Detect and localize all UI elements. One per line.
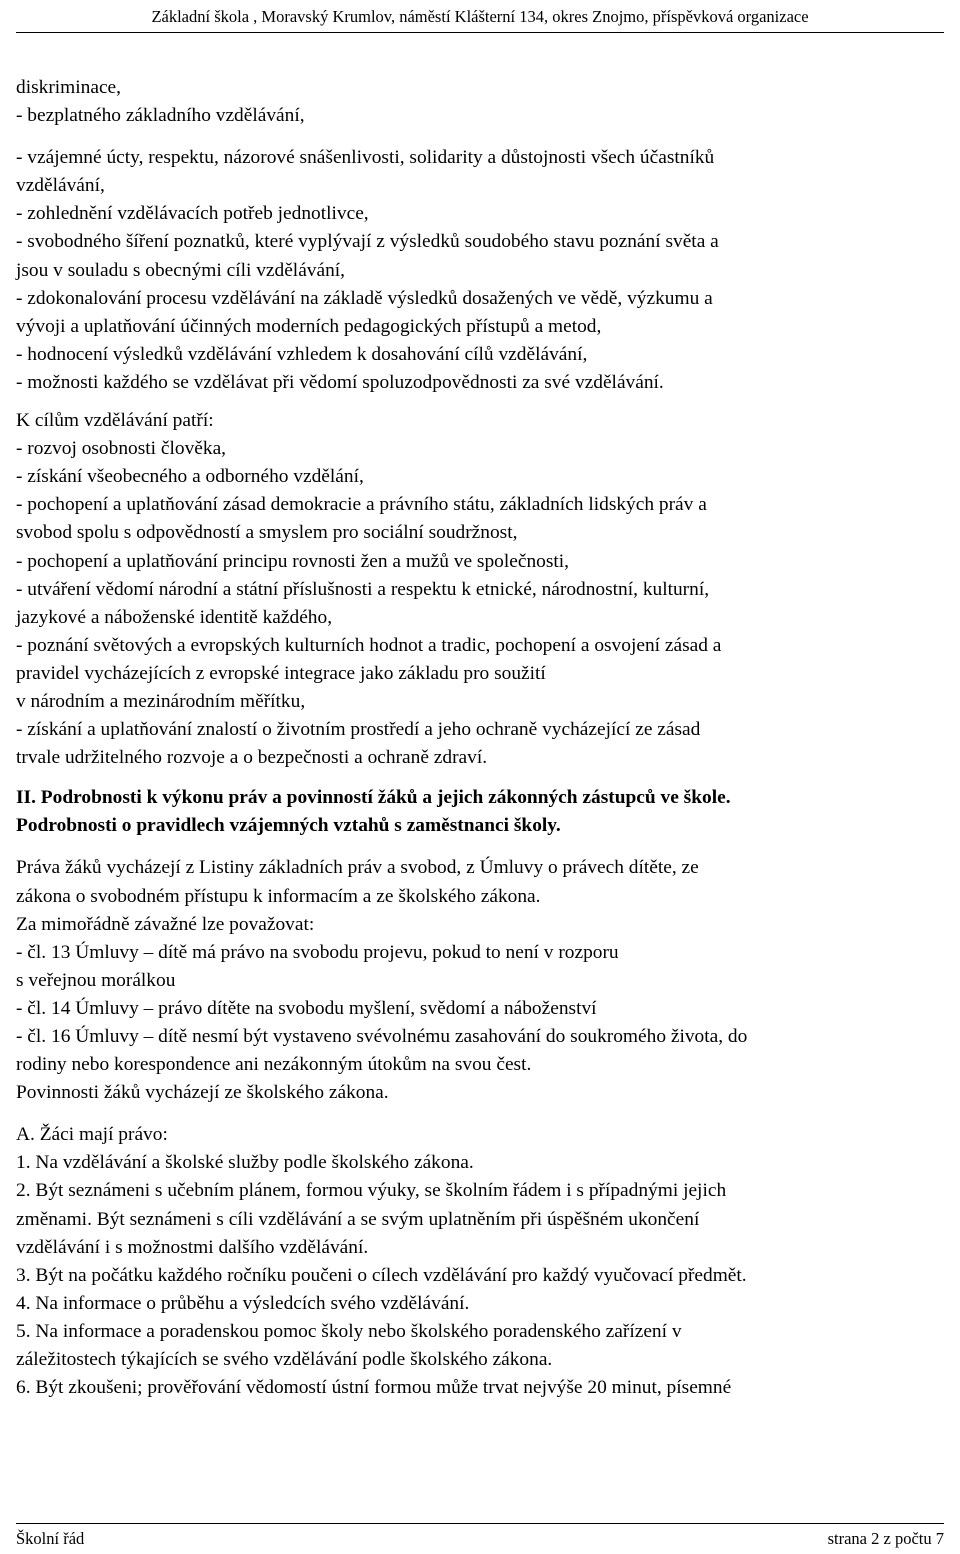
list-item: 1. Na vzdělávání a školské služby podle školského zákona. — [16, 1152, 474, 1174]
list-item: 4. Na informace o průběhu a výsledcích svého vzdělávání. — [16, 1292, 470, 1314]
text-line: vzdělávání, — [16, 175, 105, 197]
text-line: diskriminace, — [16, 77, 122, 98]
text-line: K cílům vzdělávání patří: — [16, 410, 214, 432]
text-line: rodiny nebo korespondence ani nezákonným útokům na svou čest. — [16, 1054, 532, 1076]
text-line: - bezplatného základního vzdělávání, — [16, 105, 305, 127]
text-line: Povinnosti žáků vycházejí ze školského zákona. — [16, 1082, 389, 1104]
list-item: 2. Být seznámeni s učebním plánem, formou výuky, se školním řádem i s případnými jejich — [16, 1180, 727, 1202]
list-title: A. Žáci mají právo: — [16, 1124, 168, 1146]
list-item: vzdělávání i s možnostmi dalšího vzdělávání. — [16, 1236, 369, 1258]
text-line: - získání všeobecného a odborného vzdělání, — [16, 466, 364, 488]
text-line: - čl. 13 Úmluvy – dítě má právo na svobodu projevu, pokud to není v rozporu — [16, 941, 619, 963]
text-line: Práva žáků vycházejí z Listiny základních práv a svobod, z Úmluvy o právech dítěte, ze — [16, 857, 699, 879]
text-line: - hodnocení výsledků vzdělávání vzhledem k dosahování cílů vzdělávání, — [16, 343, 588, 365]
list-item: 3. Být na počátku každého ročníku poučeni o cílech vzdělávání pro každý vyučovací předmět. — [16, 1264, 747, 1286]
text-line: - zohlednění vzdělávacích potřeb jednotlivce, — [16, 203, 369, 225]
text-line: v národním a mezinárodním měřítku, — [16, 690, 306, 712]
header-text: Základní škola , Moravský Krumlov, náměstí Klášterní 134, okres Znojmo, příspěvková organizace — [151, 7, 809, 26]
paragraph-education-principles — [16, 74, 946, 397]
list-item: 5. Na informace a poradenskou pomoc školy nebo školského poradenského zařízení v — [16, 1320, 682, 1342]
text-line: jsou v souladu s obecnými cíli vzdělávání, — [16, 259, 346, 281]
text-line: - zdokonalování procesu vzdělávání na základě výsledků dosažených ve vědě, výzkumu a — [16, 287, 713, 309]
text-line: trvale udržitelného rozvoje a o bezpečnosti a ochraně zdraví. — [16, 747, 488, 769]
heading-line: II. Podrobnosti k výkonu práv a povinností žáků a jejich zákonných zástupců ve škole. — [16, 787, 731, 809]
text-line: - rozvoj osobnosti člověka, — [16, 438, 227, 460]
paragraph-student-rights-sources — [16, 854, 946, 1107]
text-line: - čl. 14 Úmluvy – právo dítěte na svobodu myšlení, svědomí a náboženství — [16, 997, 597, 1019]
text-line: zákona o svobodném přístupu k informacím a ze školského zákona. — [16, 885, 541, 907]
page-header — [16, 4, 944, 33]
list-item: záležitostech týkajících se svého vzdělávání podle školského zákona. — [16, 1349, 553, 1371]
text-line: s veřejnou morálkou — [16, 969, 176, 991]
list-student-rights — [16, 1121, 946, 1402]
text-line: svobod spolu s odpovědností a smyslem pro sociální soudržnost, — [16, 522, 518, 544]
text-line: - utváření vědomí národní a státní příslušnosti a respektu k etnické, národnostní, kulturní, — [16, 578, 710, 600]
footer-document-title: Školní řád — [16, 1529, 85, 1548]
paragraph-education-goals — [16, 407, 946, 772]
text-line: - pochopení a uplatňování zásad demokracie a právního státu, základních lidských práv a — [16, 494, 707, 516]
text-line: - čl. 16 Úmluvy – dítě nesmí být vystaveno svévolnému zasahování do soukromého života, do — [16, 1026, 748, 1047]
document-body — [16, 74, 946, 1402]
text-line: Za mimořádně závažné lze považovat: — [16, 913, 315, 935]
text-line: - pochopení a uplatňování principu rovnosti žen a mužů ve společnosti, — [16, 550, 570, 572]
text-line: vývoji a uplatňování účinných moderních pedagogických přístupů a metod, — [16, 315, 602, 337]
section-heading — [16, 784, 946, 840]
text-line: - poznání světových a evropských kulturních hodnot a tradic, pochopení a osvojení zásad a — [16, 634, 722, 656]
text-line: pravidel vycházejících z evropské integrace jako základu pro soužití — [16, 662, 546, 684]
text-line: - vzájemné úcty, respektu, názorové snášenlivosti, solidarity a důstojnosti všech účastníků — [16, 147, 715, 169]
list-item: 6. Být zkoušeni; prověřování vědomostí ústní formou může trvat nejvýše 20 minut, písemné — [16, 1377, 732, 1399]
text-line: jazykové a náboženské identitě každého, — [16, 606, 333, 628]
text-line: - možnosti každého se vzdělávat při vědomí spoluzodpovědnosti za své vzdělávání. — [16, 371, 664, 393]
heading-line: Podrobnosti o pravidlech vzájemných vztahů s zaměstnanci školy. — [16, 815, 561, 837]
page-footer — [16, 1523, 944, 1554]
text-line: - svobodného šíření poznatků, které vyplývají z výsledků soudobého stavu poznání světa a — [16, 231, 719, 253]
footer-page-number: strana 2 z počtu 7 — [827, 1529, 944, 1548]
list-item: změnami. Být seznámeni s cíli vzdělávání a se svým uplatněním při úspěšném ukončení — [16, 1208, 700, 1230]
text-line: - získání a uplatňování znalostí o životním prostředí a jeho ochraně vycházející ze zásad — [16, 719, 701, 741]
